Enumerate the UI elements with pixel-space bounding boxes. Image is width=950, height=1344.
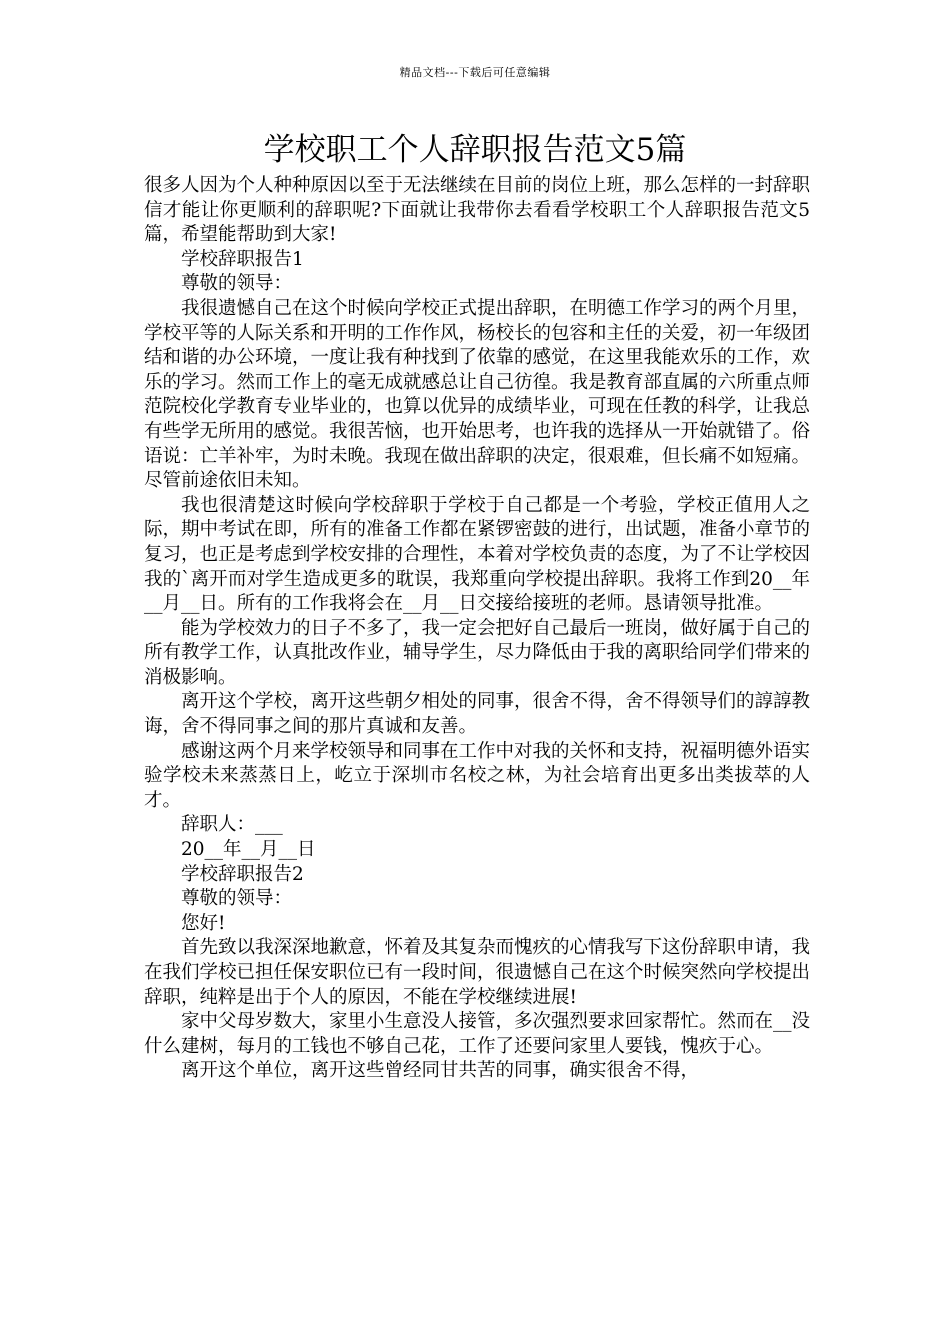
body-paragraph: 感谢这两个月来学校领导和同事在工作中对我的关怀和支持，祝福明德外语实验学校未来蒸蒸日上，屹立于深圳市名校之林，为社会培育出更多出类拔萃的人才。 (144, 740, 811, 811)
body-paragraph: 离开这个单位，离开这些曾经同甘共苦的同事，确实很舍不得， (181, 1060, 700, 1082)
document-title: 学校职工个人辞职报告范文5篇 (263, 132, 687, 168)
body-paragraph: 能为学校效力的日子不多了，我一定会把好自己最后一班岗，做好属于自己的所有教学工作，认真批改作业，辅导学生，尽力降低由于我的离职给同学们带来的消极影响。 (144, 617, 811, 688)
section-heading-2: 学校辞职报告2 (181, 863, 304, 885)
salutation: 尊敬的领导： (181, 888, 293, 910)
document-body (144, 174, 810, 1084)
body-paragraph: 家中父母岁数大，家里小生意没人接管，多次强烈要求回家帮忙。然而在__没什么建树，每月的工钱也不够自己花，工作了还要问家里人要钱，愧疚于心。 (144, 1011, 811, 1057)
date-line: 20__年__月__日 (181, 839, 316, 861)
body-paragraph: 离开这个学校，离开这些朝夕相处的同事，很舍不得，舍不得领导们的諄諄教诲，舍不得同事之间的那片真诚和友善。 (144, 691, 811, 738)
salutation: 尊敬的领导： (181, 273, 293, 295)
section-heading-1: 学校辞职报告1 (181, 248, 304, 270)
page-header-watermark: 精品文档---下载后可任意编辑 (399, 66, 551, 79)
body-paragraph: 我也很清楚这时候向学校辞职于学校于自己都是一个考验，学校正值用人之际，期中考试在即，所有的准备工作都在紧锣密鼓的进行，出试题，准备小章节的复习，也正是考虑到学校安排的合理性，本着对学校负责的态度，为了不让学校因我的`离开而对学生造成更多的耽误，我郑重向学校提出辞职。我将工作到20__年__月__日。所有的工作我将会在__月__日交接给接班的老师。恳请领导批准。 (144, 494, 811, 615)
intro-paragraph: 很多人因为个人种种原因以至于无法继续在目前的岗位上班，那么怎样的一封辞职信才能让你更顺利的辞职呢?下面就让我带你去看看学校职工个人辞职报告范文5篇，希望能帮助到大家! (144, 175, 811, 246)
body-paragraph: 首先致以我深深地歉意，怀着及其复杂而愧疚的心情我写下这份辞职申请，我在我们学校已担任保安职位已有一段时间，很遗憾自己在这个时候突然向学校提出辞职，纯粹是出于个人的原因，不能在学校继续进展! (144, 937, 811, 1008)
greeting: 您好! (181, 912, 226, 934)
body-paragraph: 我很遗憾自己在这个时候向学校正式提出辞职，在明德工作学习的两个月里，学校平等的人际关系和开明的工作作风，杨校长的包容和主任的关爱，初一年级团结和谐的办公环境，一度让我有种找到了依靠的感觉，在这里我能欢乐的工作，欢乐的学习。然而工作上的毫无成就感总让自己彷徨。我是教育部直属的六所重点师范院校化学教育专业毕业的，也算以优异的成绩毕业，可现在任教的科学，让我总有些学无所用的感觉。我很苦恼，也开始思考，也许我的选择从一开始就错了。俗语说：亡羊补牢，为时未晚。我现在做出辞职的决定，很艰难，但长痛不如短痛。尽管前途依旧未知。 (144, 297, 811, 492)
signature-line: 辞职人：___ (181, 814, 283, 836)
